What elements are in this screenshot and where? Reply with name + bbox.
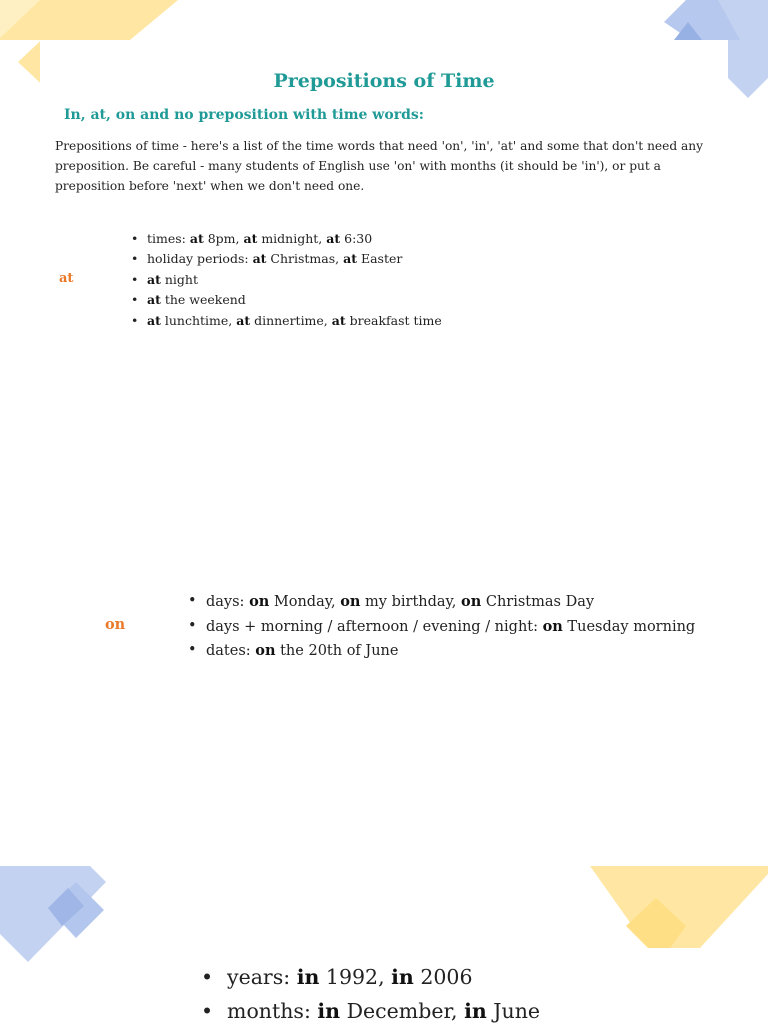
list-text: dates:	[206, 643, 256, 659]
keyword: at	[326, 231, 341, 246]
keyword: at	[189, 231, 204, 246]
keyword: in	[296, 965, 320, 989]
list-text: dinnertime,	[250, 312, 332, 328]
bottom-right-yellow-shape	[590, 866, 768, 948]
in-usage-list	[227, 960, 540, 1028]
keyword: at	[147, 292, 161, 308]
list-text: times:	[147, 231, 190, 246]
list-text: Monday,	[269, 594, 341, 610]
keyword: at	[147, 312, 161, 328]
list-text: Tuesday morning	[562, 618, 696, 635]
list-text: the weekend	[160, 292, 246, 308]
list-item	[147, 270, 442, 290]
keyword: at	[252, 251, 267, 267]
bottom-left-blue-diamond	[48, 882, 104, 938]
list-text: days:	[206, 594, 250, 610]
at-usage-list	[147, 229, 442, 331]
top-left-yellow-shape	[0, 0, 178, 40]
section-subtitle: In, at, on and no preposition with time words:	[64, 107, 424, 123]
keyword: in	[317, 999, 341, 1023]
list-text: days + morning / afternoon / evening / night:	[206, 618, 543, 635]
bottom-left-blue-overlap	[48, 888, 84, 926]
on-usage-list	[206, 590, 695, 664]
list-text: Christmas Day	[481, 594, 595, 610]
list-item	[206, 639, 695, 664]
keyword: in	[464, 999, 487, 1023]
list-text: my birthday,	[360, 594, 462, 610]
list-text: years:	[227, 965, 297, 989]
list-text: Christmas,	[266, 251, 344, 267]
top-right-blue-small	[674, 22, 702, 40]
keyword: on	[249, 593, 270, 610]
list-item	[147, 290, 442, 310]
list-item	[227, 994, 540, 1028]
bottom-left-blue-shape	[0, 866, 106, 962]
keyword: in	[391, 965, 414, 989]
list-text: midnight,	[257, 231, 327, 246]
list-text: breakfast time	[345, 312, 442, 328]
keyword: on	[542, 617, 563, 635]
keyword: at	[243, 231, 258, 246]
list-text: lunchtime,	[160, 312, 237, 328]
list-item	[206, 615, 695, 640]
keyword: at	[331, 312, 346, 328]
list-text: 2006	[413, 965, 473, 989]
keyword: at	[343, 251, 357, 267]
page-title: Prepositions of Time	[273, 70, 495, 92]
list-text: 1992,	[319, 965, 392, 989]
list-text: holiday periods:	[147, 251, 253, 267]
intro-paragraph: Prepositions of time - here's a list of the time words that need 'on', 'in', 'at' and some that don't need any preposition. Be careful - many students of English use 'on' with months (it should be 'in'), or put a preposition before 'next' when we don't need one.	[55, 139, 704, 193]
list-text: night	[160, 271, 198, 287]
list-text: the 20th of June	[275, 643, 399, 659]
list-text: December,	[340, 999, 465, 1023]
list-item	[147, 229, 442, 249]
on-label: on	[105, 616, 126, 633]
list-item	[147, 249, 442, 269]
list-text: Easter	[356, 251, 403, 267]
list-item	[227, 960, 540, 994]
at-label: at	[59, 271, 74, 286]
list-text: June	[486, 999, 541, 1023]
list-text: 6:30	[340, 231, 373, 246]
keyword: on	[255, 642, 276, 659]
keyword: at	[147, 271, 161, 287]
keyword: on	[340, 593, 361, 610]
list-item	[206, 590, 695, 615]
keyword: at	[236, 312, 251, 328]
keyword: on	[461, 593, 482, 610]
bottom-right-yellow-diamond	[626, 898, 686, 948]
list-text: months:	[227, 999, 318, 1023]
list-text: 8pm,	[203, 231, 244, 246]
list-item	[147, 311, 442, 331]
top-left-yellow-triangle	[0, 0, 40, 38]
